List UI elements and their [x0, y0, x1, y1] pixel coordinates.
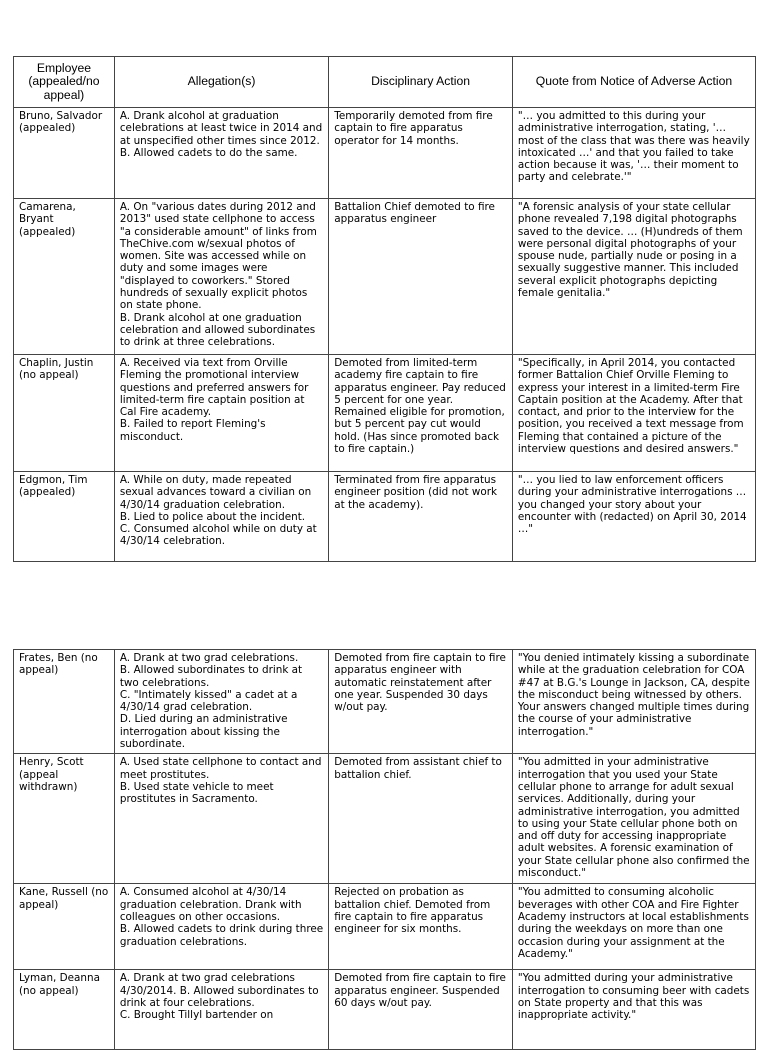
allegation-item: C. Brought Tillyl bartender on: [119, 1009, 274, 1022]
employee-name: Bruno, Salvador: [19, 110, 103, 122]
employee-name: Edgmon, Tim: [19, 474, 88, 486]
quote-cell: "A forensic analysis of your state cellular phone revealed 7,198 digital photographs saved to the device. … (H)undreds of them were personal digital photographs of your spouse nude, partially nude or posing in a sexually suggestive manner. This included several explicit photographs depicting female genitalia.": [512, 199, 755, 355]
employee-cell: [14, 970, 115, 1050]
table-row: [14, 884, 756, 970]
allegation-item: B. Lied to police about the incident.: [119, 510, 306, 523]
table-row: [14, 199, 756, 355]
appeal-status: (appealed): [19, 486, 76, 499]
allegation-item: A. Consumed alcohol at 4/30/14 graduation celebration. Drank with colleagues on other occasions.: [119, 886, 302, 923]
allegations-cell: [114, 754, 328, 884]
header-allegations: Allegation(s): [114, 57, 328, 108]
allegation-item: B. Failed to report Fleming's misconduct.: [119, 418, 266, 443]
table-row: [14, 355, 756, 472]
disciplinary-action-cell: Battalion Chief demoted to fire apparatus engineer: [329, 199, 513, 355]
discipline-table-2: [13, 649, 756, 1050]
table-row: [14, 472, 756, 562]
employee-cell: [14, 199, 115, 355]
employee-name: Frates, Ben (no appeal): [19, 652, 98, 677]
employee-cell: [14, 650, 115, 754]
allegations-cell: [114, 650, 328, 754]
allegation-item: B. Allowed subordinates to drink at two celebrations.: [119, 664, 303, 689]
appeal-status: (no appeal): [19, 369, 79, 382]
allegation-item: B. Drank alcohol at one graduation celebration and allowed subordinates to drink at three celebrations.: [119, 311, 316, 349]
allegations-cell: [114, 472, 328, 562]
allegation-item: B. Used state vehicle to meet prostitutes in Sacramento.: [119, 780, 274, 806]
quote-cell: "… you admitted to this during your administrative interrogation, stating, '… most of the class that was there was heavily intoxicated …' and that you failed to take action because it was, '… their moment to party and celebrate.'": [512, 108, 755, 199]
table-row: [14, 108, 756, 199]
allegations-cell: [114, 108, 328, 199]
allegation-item: A. Drank alcohol at graduation celebrations at least twice in 2014 and at unspecified other times since 2012.: [119, 110, 323, 147]
allegation-item: C. "Intimately kissed" a cadet at a 4/30/14 grad celebration.: [119, 688, 298, 714]
allegations-cell: [114, 970, 328, 1050]
employee-cell: [14, 754, 115, 884]
allegation-item: A. Drank at two grad celebrations 4/30/2014. B. Allowed subordinates to drink at four celebrations.: [119, 972, 319, 1009]
discipline-table-1: [13, 56, 756, 562]
appeal-status: (no appeal): [19, 984, 79, 997]
table-row: [14, 970, 756, 1050]
quote-cell: "You admitted to consuming alcoholic beverages with other COA and Fire Fighter Academy instructors at local establishments during the weekdays on more than one occasion during your assignment at the Academy.": [512, 884, 755, 970]
quote-cell: "You admitted during your administrative interrogation to consuming beer with cadets on State property and that this was inappropriate activity.": [512, 970, 755, 1050]
table-row: [14, 650, 756, 754]
disciplinary-action-cell: Demoted from fire captain to fire apparatus engineer with automatic reinstatement after one year. Suspended 30 days w/out pay.: [329, 650, 513, 754]
employee-name: Chaplin, Justin: [19, 357, 94, 369]
allegation-item: C. Consumed alcohol while on duty at 4/30/14 celebration.: [119, 523, 317, 548]
allegation-item: A. Drank at two grad celebrations.: [119, 652, 299, 664]
employee-cell: [14, 108, 115, 199]
quote-cell: "You denied intimately kissing a subordinate while at the graduation celebration for COA #47 at B.G.'s Lounge in Jackson, CA, despite the misconduct being witnessed by others. Your answers changed multiple times during the course of your administrative interrogation.": [512, 650, 755, 754]
employee-cell: [14, 355, 115, 472]
quote-cell: "… you lied to law enforcement officers during your administrative interrogations … you changed your story about your encounter with (redacted) on April 30, 2014 …": [512, 472, 755, 562]
appeal-status: (appealed): [19, 122, 76, 135]
allegation-item: B. Allowed cadets to drink during three graduation celebrations.: [119, 923, 324, 948]
employee-name: Kane, Russell (no appeal): [19, 886, 109, 911]
quote-cell: "Specifically, in April 2014, you contacted former Battalion Chief Orville Fleming to express your interest in a limited-term Fire Captain position at the Academy. After that contact, and prior to the interview for the position, you received a text message from Fleming that contained a picture of the interview questions and desired answers.": [512, 355, 755, 472]
allegation-item: A. Received via text from Orville Fleming the promotional interview questions and preferred answers for limited-term fire captain position at Cal Fire academy.: [119, 357, 309, 419]
allegation-item: A. While on duty, made repeated sexual advances toward a civilian on 4/30/14 graduation celebration.: [119, 474, 312, 511]
disciplinary-action-cell: Rejected on probation as battalion chief. Demoted from fire captain to fire apparatus engineer for six months.: [329, 884, 513, 970]
allegation-item: A. Used state cellphone to contact and meet prostitutes.: [119, 756, 322, 781]
allegations-cell: [114, 355, 328, 472]
allegation-item: A. On "various dates during 2012 and 2013" used state cellphone to access "a considerable amount" of links from TheChive.com w/sexual photos of women. Site was accessed while on duty and some images were "displayed to coworkers." Stored hundreds of sexually explicit photos on state phone.: [119, 201, 317, 312]
appeal-status: withdrawn): [19, 780, 78, 793]
disciplinary-action-cell: Demoted from limited-term academy fire captain to fire apparatus engineer. Pay reduced 5 percent for one year. Remained eligible for promotion, but 5 percent pay cut would hold. (Has since promoted back to fire captain.): [329, 355, 513, 472]
table-row: [14, 754, 756, 884]
header-employee: Employee (appealed/no appeal): [14, 57, 115, 108]
disciplinary-action-cell: Demoted from assistant chief to battalion chief.: [329, 754, 513, 884]
header-quote: Quote from Notice of Adverse Action: [512, 57, 755, 108]
employee-cell: [14, 884, 115, 970]
disciplinary-action-cell: Terminated from fire apparatus engineer position (did not work at the academy).: [329, 472, 513, 562]
header-disciplinary-action: Disciplinary Action: [329, 57, 513, 108]
employee-cell: [14, 472, 115, 562]
appeal-status: (appeal: [19, 768, 59, 781]
allegations-cell: [114, 199, 328, 355]
employee-name: Henry, Scott: [19, 756, 84, 769]
employee-name: Lyman, Deanna: [19, 972, 100, 985]
quote-cell: "You admitted in your administrative interrogation that you used your State cellular phone to arrange for adult sexual services. Additionally, during your administrative interrogation, you admitted to using your State cellular phone both on and off duty for accessing inappropriate adult websites. A forensic examination of your State cellular phone also confirmed the misconduct.": [512, 754, 755, 884]
disciplinary-action-cell: Demoted from fire captain to fire apparatus engineer. Suspended 60 days w/out pay.: [329, 970, 513, 1050]
header-row: [14, 57, 756, 108]
allegation-item: B. Allowed cadets to do the same.: [119, 146, 298, 159]
allegations-cell: [114, 884, 328, 970]
employee-name: Camarena, Bryant: [19, 201, 76, 226]
allegation-item: D. Lied during an administrative interrogation about kissing the subordinate.: [119, 713, 288, 751]
appeal-status: (appealed): [19, 225, 76, 238]
disciplinary-action-cell: Temporarily demoted from fire captain to fire apparatus operator for 14 months.: [329, 108, 513, 199]
